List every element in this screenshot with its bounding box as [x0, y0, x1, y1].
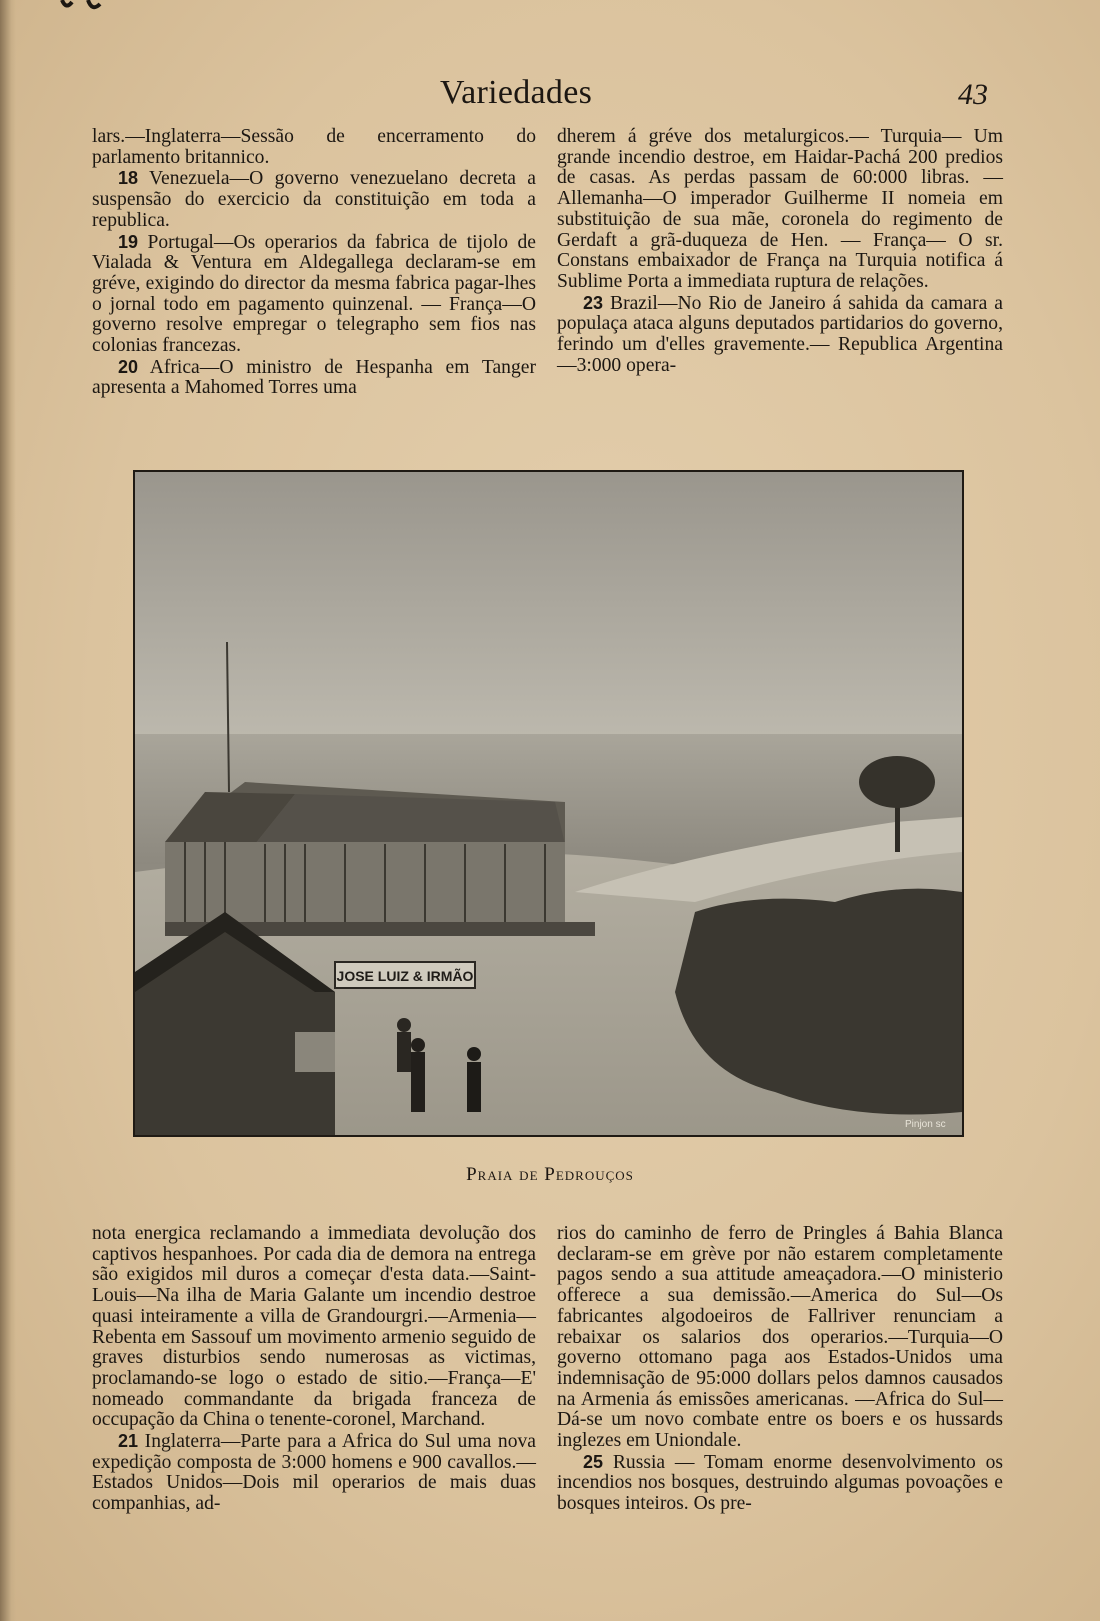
sign-text: JOSE LUIZ & IRMÃO	[336, 968, 474, 984]
entry-text: Venezuela—O governo venezuelano decreta a suspensão do exercicio da constituição em toda a republica.	[92, 168, 537, 231]
top-left-column	[92, 126, 536, 399]
entry-text: Russia — Tomam enorme desenvolvimento os incendios nos bosques, destruindo algumas povoações e bosques inteiros. Os pre-	[557, 1451, 1003, 1515]
entry-date: 20	[118, 356, 139, 377]
paragraph	[92, 357, 536, 399]
sign-board	[335, 962, 475, 988]
bottom-left-column	[92, 1223, 536, 1515]
entry-text: Brazil—No Rio de Janeiro á sahida da camara a populaça ataca alguns deputados partidarios do governo, ferindo um d'elles gravemente.— Republica Argentina—3:000 opera-	[557, 292, 1003, 376]
paragraph	[92, 1431, 536, 1515]
paragraph	[557, 293, 1003, 377]
beach-photo-illustration	[135, 472, 962, 1135]
paragraph	[557, 126, 1003, 293]
page-binding-shadow	[0, 0, 16, 1621]
entry-text: Portugal—Os operarios da fabrica de tijolo de Vialada & Ventura em Aldegallega declaram-se em gréve, exigindo do director da mesma fabrica pagar-lhes o jornal todo em pagamento quinzenal. — França—O governo resolve empregar o telegrapho sem fios nas colonias francezas.	[92, 231, 536, 357]
paragraph	[92, 126, 536, 168]
entry-text: rios do caminho de ferro de Pringles á Bahia Blanca declaram-se em grève por não estarem completamente pagos sendo a sua attitude ameaçadora.—O ministerio offerece a sua demissão.—America do Sul—Os fabricantes algodoeiros de Fallriver renunciam a rebaixar os salarios dos operarios.—Turquia—O governo ottomano paga aos Estados-Unidos uma indemnisação de 95:000 dollars pelos damnos causados na Armenia ás emissões americanas. —Africa do Sul—Dá-se um novo combate entre os boers e os hussards inglezes em Uniondale.	[557, 1223, 1003, 1452]
page-number: 43	[958, 78, 988, 111]
engraver-signature: Pinjon sc	[905, 1119, 946, 1130]
entry-date: 25	[583, 1451, 604, 1472]
photograph-praia-de-pedroucos	[133, 470, 964, 1137]
sky	[135, 472, 962, 737]
paragraph	[557, 1223, 1003, 1452]
entry-text: Inglaterra—Parte para a Africa do Sul uma nova expedição composta de 3:000 homens e 900 cavallos.—Estados Unidos—Dois mil operarios de mais duas companhias, ad-	[92, 1431, 536, 1515]
entry-date: 23	[583, 292, 604, 313]
bottom-right-column	[557, 1223, 1003, 1515]
entry-text: Africa—O ministro de Hespanha em Tanger apresenta a Mahomed Torres uma	[92, 356, 536, 399]
entry-text: nota energica reclamando a immediata devolução dos captivos hespanhoes. Por cada dia de demora na entrega são exigidos mil duros a começar d'esta data.—Saint-Louis—Na ilha de Maria Galante um incendio destroe quasi inteiramente a villa de Grandourgri.—Armenia—Rebenta em Sassouf um movimento armenio seguido de graves disturbios sendo numerosas as victimas, proclamando-se logo o estado de sitio.—França—E' nomeado commandante da brigada franceza de occupação da China o tenente-coronel, Marchand.	[92, 1223, 536, 1431]
entry-text: lars.—Inglaterra—Sessão de encerramento do parlamento britannico.	[92, 126, 536, 168]
figure-caption: Praia de Pedrouços	[466, 1164, 634, 1185]
paragraph	[557, 1452, 1003, 1515]
paragraph	[92, 1223, 536, 1431]
paragraph	[92, 168, 536, 231]
entry-date: 21	[118, 1431, 139, 1452]
paragraph	[92, 232, 536, 357]
top-right-column	[557, 126, 1003, 376]
entry-text: dherem á gréve dos metalurgicos.— Turquia— Um grande incendio destroe, em Haidar-Pachá 200 predios de casas. As perdas passam de 60:000 libras. — Allemanha—O imperador Guilherme II nomeia em substituição de sua mãe, coronela do regimento de Gerdaft a grã-duqueza de Hen. — França— O sr. Constans embaixador de França na Turquia notifica á Sublime Porta a immediata ruptura de relações.	[557, 126, 1003, 292]
entry-date: 18	[118, 168, 139, 189]
entry-date: 19	[118, 231, 139, 252]
ink-mark	[60, 0, 150, 14]
running-title: Variedades	[440, 74, 593, 111]
